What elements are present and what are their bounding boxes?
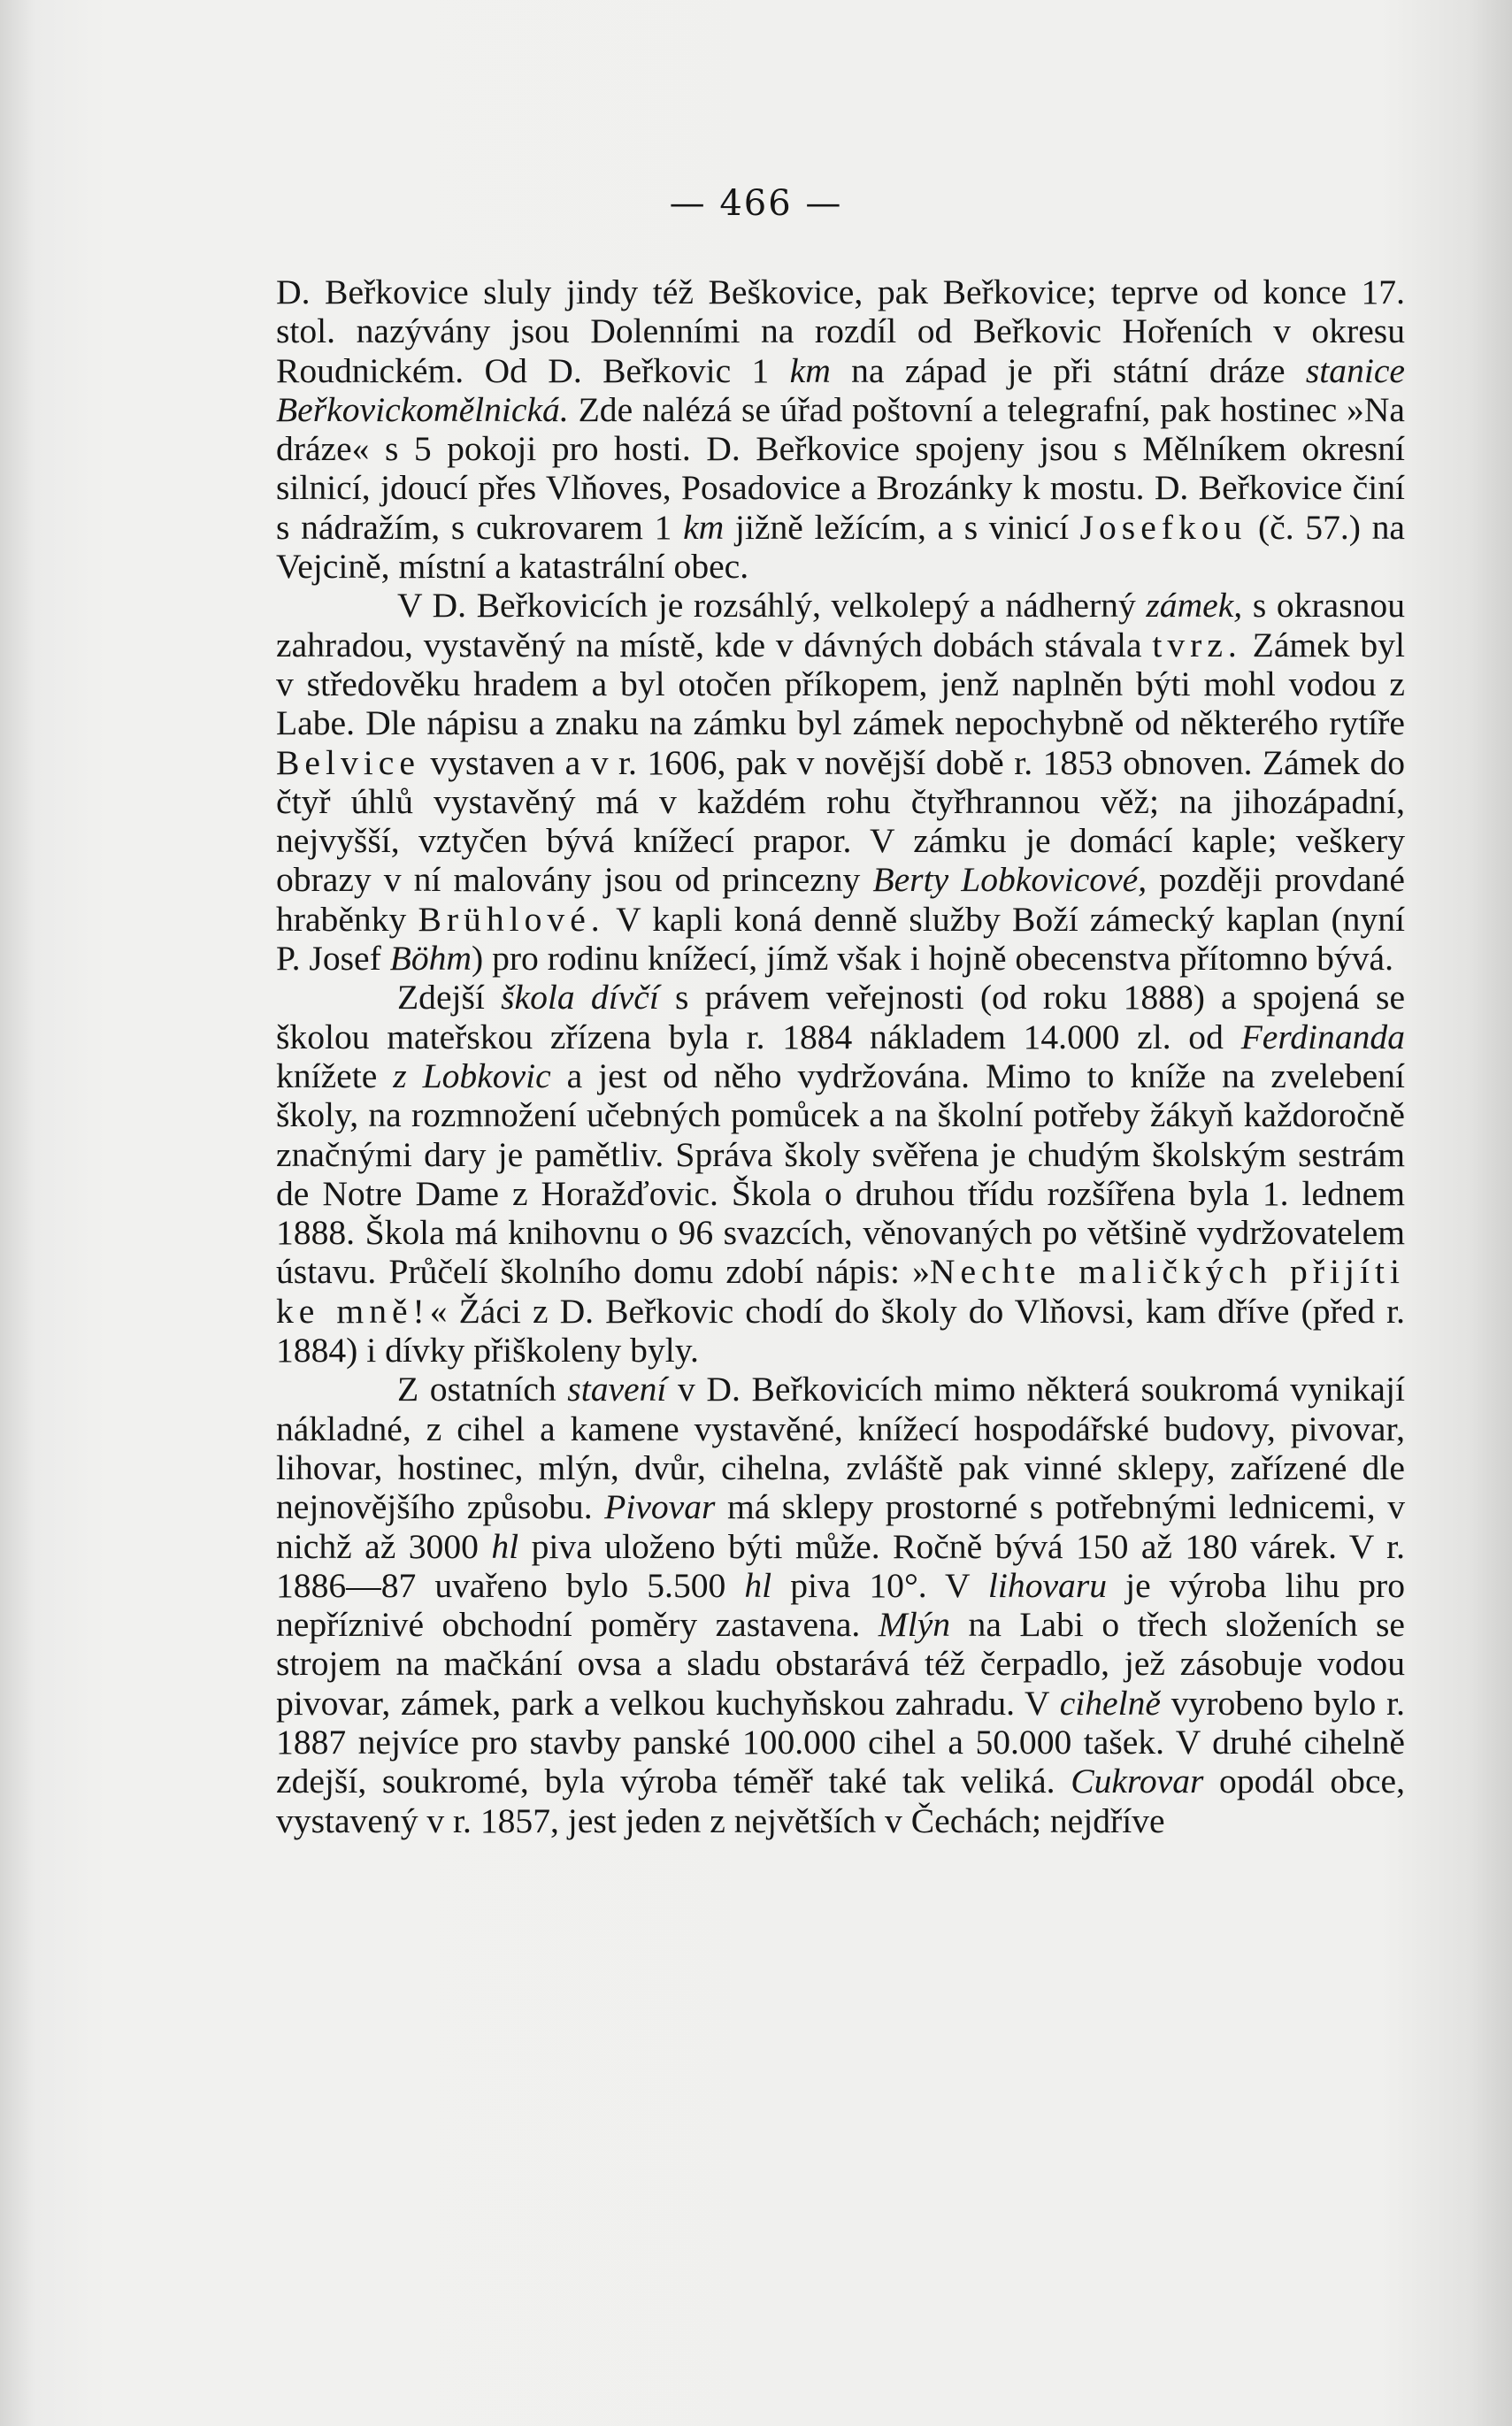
italic-phrase: Ferdinanda [1240,1017,1405,1056]
text-run: V D. Beřkovicích je rozsáhlý, velkolepý a nádherný [397,586,1147,626]
spaced-phrase: tvrz. [1152,625,1242,664]
text-run: opodál obce, vystavený v r. 1857, jest jeden z největších v Čechách; nejdříve [276,1762,1405,1840]
paragraph [276,978,1405,1370]
italic-phrase: stavení [567,1370,667,1409]
text-run: jižně ležícím, a s vinicí [724,507,1080,547]
text-run: na Labi o třech složeních se strojem na mačkání ovsa a sladu obstarává též čerpadlo, jež zásobuje vodou pivovar, zámek, park a velkou kuchyňskou zahradu. V [276,1605,1405,1723]
text-run: je výroba lihu pro nepříznivé obchodní poměry zastavena. [276,1565,1406,1645]
italic-phrase: stanice Beřkovickomělnická. [276,350,1405,429]
paragraph [276,1370,1405,1840]
text-run: vyrobeno bylo r. 1887 nejvíce pro stavby panské 100.000 cihel a 50.000 tašek. V druhé cihelně zdejší, soukromé, byla výroba téměř také tak veliká. [276,1683,1405,1801]
text-run: má sklepy prostorné s potřebnými lednicemi, v nichž až 3000 [276,1487,1405,1566]
italic-phrase: z Lobkovic [393,1056,551,1095]
italic-phrase: hl [744,1565,772,1605]
text-run: knížete [276,1056,394,1095]
text-run: (č. 57.) na Vejcině, místní a katastrální obec. [276,507,1405,587]
text-run: Zdejší [397,978,502,1017]
italic-phrase: Cukrovar [1071,1762,1204,1801]
spaced-phrase: Josefkou [1079,507,1247,547]
text-run: « Žáci z D. Beřkovic chodí do školy do Vlňovsi, kam dříve (před r. 1884) i dívky přiškoleny byly. [276,1291,1405,1370]
italic-phrase: hl [491,1526,519,1566]
text-run: vystaven a v r. 1606, pak v novější době r. 1853 obnoven. Zámek do čtyř úhlů vystavěný má v každém rohu čtyřhrannou věž; na jihozápadní, nejvyšší, vztyčen bývá knížecí prapor. V zámku je domácí kaple; veškery obrazy v ní malovány jsou od princezny [276,742,1405,900]
italic-phrase: km [789,350,831,390]
spaced-phrase: Belvice [276,742,420,782]
text-run: v D. Beřkovicích mimo některá soukromá vynikají nákladné, z cihel a kamene vystavěné, knížecí hospodářské budovy, pivovar, lihovar, hostinec, mlýn, dvůr, cihelna, zvláště pak vinné sklepy, zařízené dle nejnovějšího způsobu. [276,1370,1405,1527]
body-text [276,273,1405,1840]
italic-phrase: km [683,507,725,547]
italic-phrase: Böhm [389,939,472,979]
text-run: a jest od něho vydržována. Mimo to kníže na zvelebení školy, na rozmnožení učebných pomůcek a na školní potřeby žákyň každoročně značnými dary je pamětliv. Správa školy svěřena je chudým školským sestrám de Notre Dame z Horažďovic. Škola o druhou třídu rozšířena byla 1. lednem 1888. Škola má knihovnu o 96 svazcích, věnovaných po většině vydržovatelem ústavu. Průčelí školního domu zdobí nápis: » [276,1056,1406,1292]
paragraph [276,586,1405,978]
italic-phrase: lihovaru [987,1565,1108,1605]
italic-phrase: Mlýn [878,1605,951,1645]
spaced-phrase: Nechte maličkých přijíti ke mně! [276,1252,1405,1331]
text-run: D. Beřkovice sluly jindy též Beškovice, pak Beřkovice; teprve od konce 17. stol. nazývány jsou Dolenními na rozdíl od Beřkovic Hořeních v okresu Roudnickém. Od D. Beřkovic 1 [276,273,1405,390]
spaced-phrase: Brühlové. [418,899,605,939]
text-run: Z ostatních [397,1370,568,1409]
text-run: s právem veřejnosti (od roku 1888) a spojená se školou mateřskou zřízena byla r. 1884 nákladem 14.000 zl. od [276,978,1406,1056]
text-run: s okrasnou zahradou, vystavěný na místě, kde v dávných dobách stávala [276,586,1405,664]
paragraph [276,273,1405,586]
italic-phrase: Pivovar [604,1487,716,1527]
text-run: později provdané hraběnky [276,860,1405,939]
text-run: ) pro rodinu knížecí, jímž však i hojně obecenstva přítomno bývá. [472,939,1393,979]
text-run: na západ je při státní dráze [830,350,1306,390]
text-run: piva 10°. V [771,1565,988,1605]
text-run: Zámek byl v středověku hradem a byl otočen příkopem, jenž naplněn býti mohl vodou z Labe. Dle nápisu a znaku na zámku byl zámek nepochybně od některého rytíře [276,625,1405,743]
text-run: V kapli koná denně služby Boží zámecký kaplan (nyní P. Josef [276,899,1405,979]
italic-phrase: cihelně [1059,1683,1161,1723]
page-number: — 466 — [669,183,843,224]
text-run: piva uloženo býti může. Ročně bývá 150 až 180 várek. V r. 1886—87 uvařeno bylo 5.500 [276,1526,1405,1605]
italic-phrase: Berty Lobkovicové, [872,860,1147,900]
italic-phrase: zámek, [1146,586,1243,626]
text-run: Zde nalézá se úřad poštovní a telegrafní, pak hostinec »Na dráze« s 5 pokoji pro hosti. D. Beřkovice spojeny jsou s Mělníkem okresní silnicí, jdoucí přes Vlňoves, Posadovice a Brozánky k mostu. D. Beřkovice činí s nádražím, s cukrovarem 1 [276,389,1405,547]
italic-phrase: škola dívčí [501,978,659,1017]
